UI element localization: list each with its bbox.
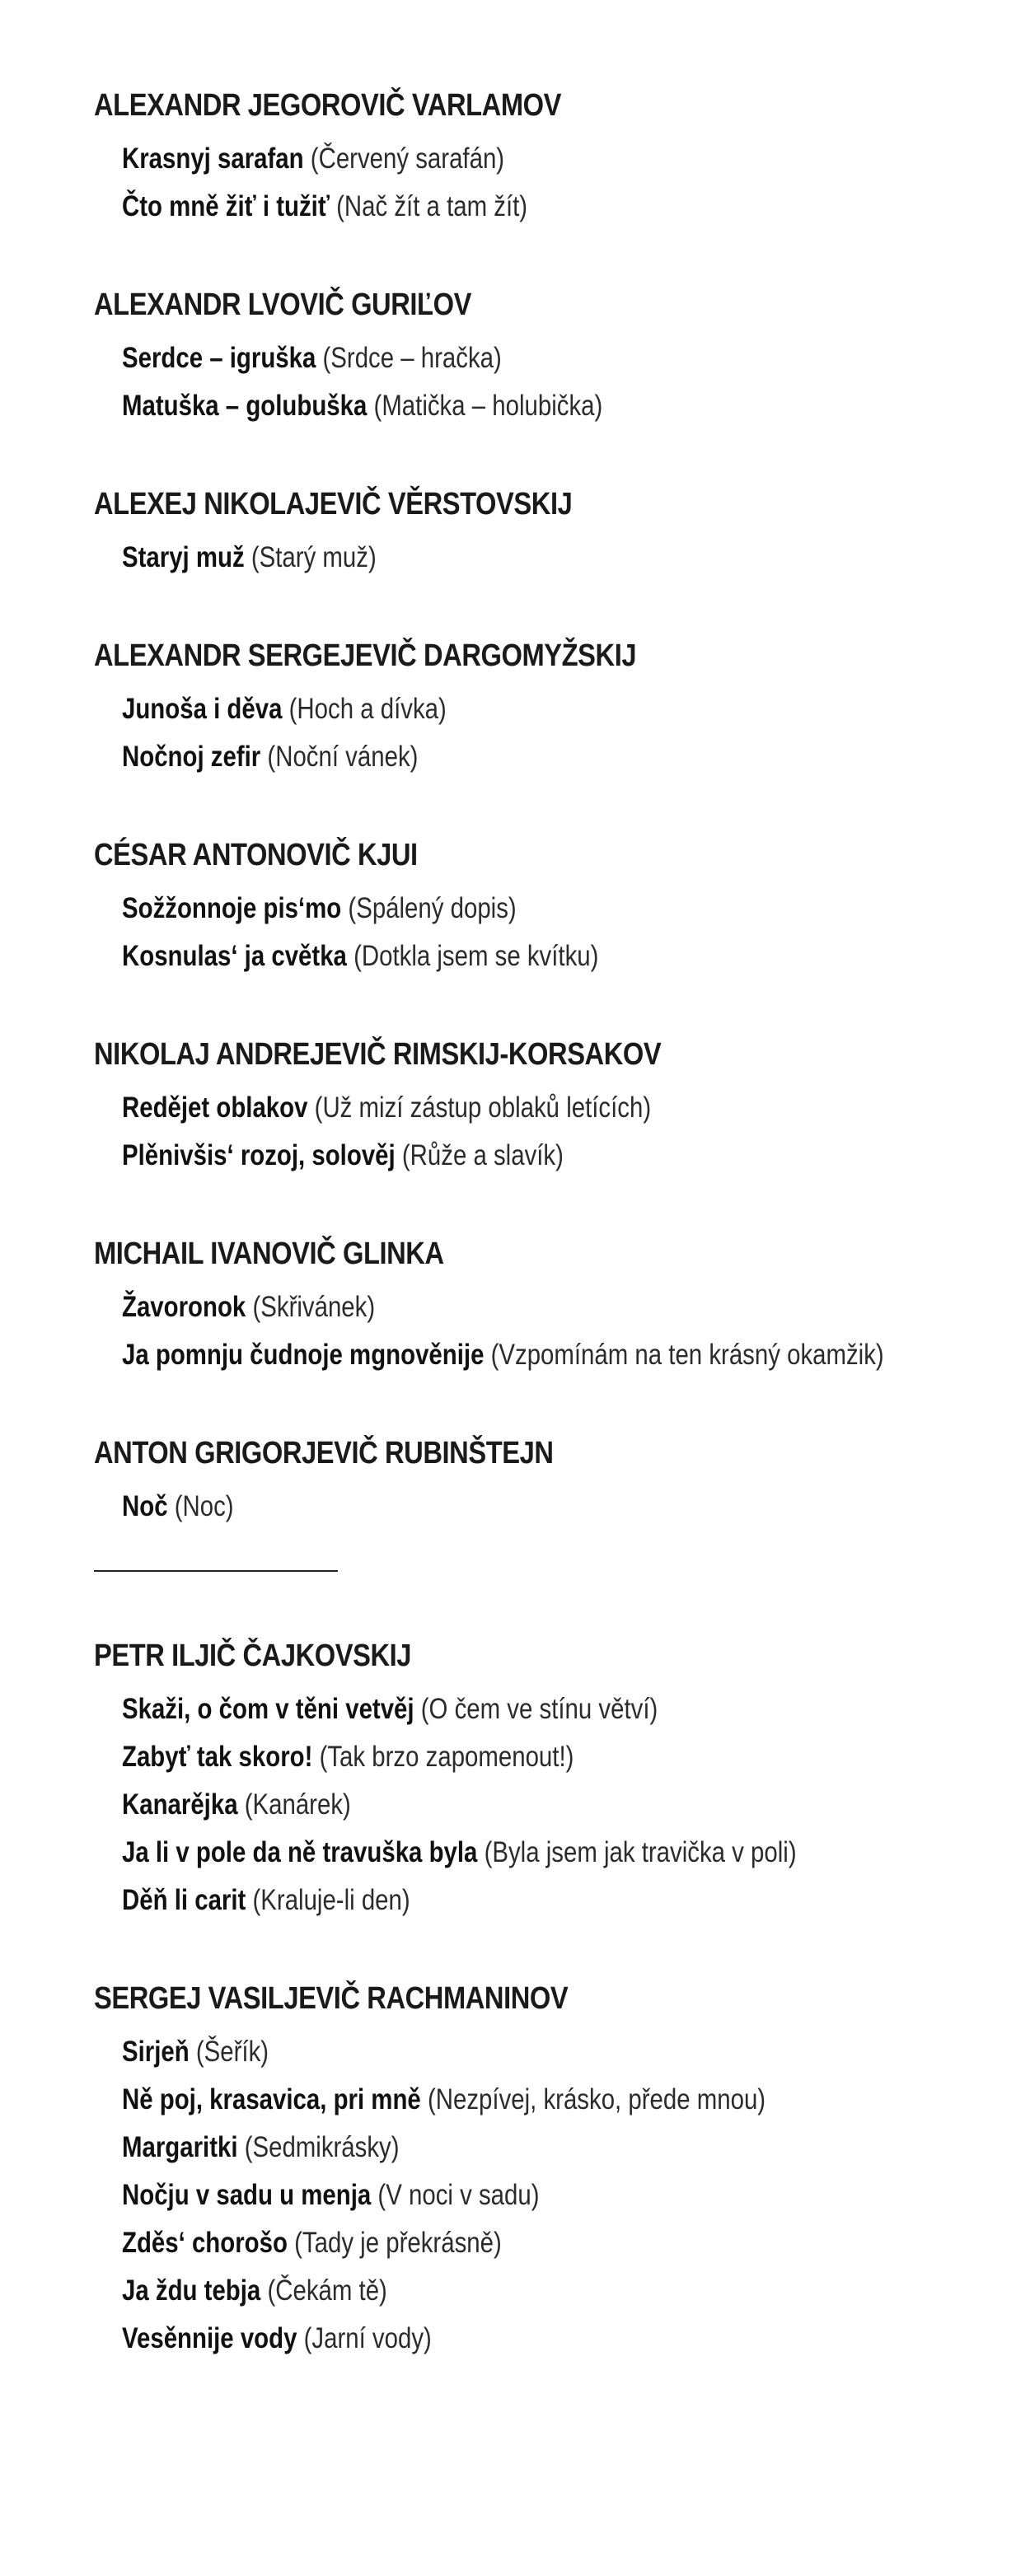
song-translation: (Matička – holubička) (373, 390, 603, 422)
song-title: Junoša i děva (122, 693, 283, 725)
song-title: Vesěnnije vody (122, 2322, 297, 2354)
composer-name: ALEXANDR LVOVIČ GURIĽOV (94, 288, 471, 322)
song-title: Ja li v pole da ně travuška byla (122, 1836, 478, 1868)
song-item (122, 1283, 846, 1331)
song-item (122, 2124, 846, 2172)
song-item (122, 135, 846, 183)
song-translation: (Hoch a dívka) (288, 693, 447, 725)
song-translation: (Noc) (174, 1490, 234, 1522)
song-title: Matuška – golubuška (122, 390, 368, 422)
song-translation: (Dotkla jsem se kvítku) (353, 940, 599, 972)
song-translation: (Spálený dopis) (348, 892, 517, 924)
composer-name: NIKOLAJ ANDREJEVIČ RIMSKIJ-KORSAKOV (94, 1037, 662, 1072)
composer-section (94, 285, 984, 430)
song-title: Žavoronok (122, 1291, 246, 1323)
song-title: Ja pomnju čudnoje mgnověnije (122, 1339, 485, 1371)
song-item (122, 2219, 846, 2267)
song-translation: (Starý muž) (250, 541, 377, 573)
song-translation: (Noční vánek) (267, 741, 419, 773)
song-translation: (Srdce – hračka) (322, 342, 502, 374)
composer-section (94, 1035, 984, 1180)
song-title: Krasnyj sarafan (122, 143, 304, 175)
song-item (122, 334, 846, 382)
song-translation: (Nač žít a tam žít) (336, 190, 528, 222)
song-title: Sirjeň (122, 2036, 190, 2068)
composer-section (94, 636, 984, 781)
composer-name: SERGEJ VASILJEVIČ RACHMANINOV (94, 1981, 569, 2016)
composer-name: MICHAIL IVANOVIČ GLINKA (94, 1237, 444, 1271)
composer-section (94, 1234, 984, 1379)
song-item (122, 1685, 846, 1733)
program-part-1 (94, 86, 984, 1531)
song-title: Čto mně žiť i tužiť (122, 190, 330, 222)
composer-name: PETR ILJIČ ČAJKOVSKIJ (94, 1639, 412, 1673)
song-title: Ně poj, krasavica, pri mně (122, 2083, 421, 2115)
song-title: Kosnulas‘ ja cvětka (122, 940, 347, 972)
song-translation: (Kanárek) (244, 1788, 351, 1821)
song-list (94, 2028, 984, 2363)
song-translation: (Jarní vody) (303, 2322, 432, 2354)
song-item (122, 2315, 846, 2363)
song-translation: (V noci v sadu) (377, 2179, 540, 2211)
song-item (122, 2076, 846, 2124)
song-item (122, 2172, 846, 2219)
song-list (94, 685, 984, 781)
song-item (122, 1132, 846, 1180)
song-list (94, 534, 984, 582)
song-translation: (Vzpomínám na ten krásný okamžik) (490, 1339, 884, 1371)
song-translation: (Už mizí zástup oblaků letících) (314, 1092, 652, 1124)
song-item (122, 534, 846, 582)
song-title: Skaži, o čom v těni vetvěj (122, 1693, 414, 1725)
song-item (122, 2028, 846, 2076)
song-list (94, 334, 984, 430)
song-item (122, 1781, 846, 1829)
song-item (122, 1877, 846, 1924)
song-translation: (Červený sarafán) (310, 143, 505, 175)
song-title: Kanarějka (122, 1788, 238, 1821)
song-item (122, 1331, 884, 1379)
composer-section (94, 835, 984, 980)
song-title: Noč (122, 1490, 168, 1522)
composer-name: CÉSAR ANTONOVIČ KJUI (94, 838, 418, 872)
program-part-2 (94, 1636, 984, 2363)
composer-name: ANTON GRIGORJEVIČ RUBINŠTEJN (94, 1436, 554, 1470)
song-title: Ja ždu tebja (122, 2274, 261, 2307)
song-title: Nočnoj zefir (122, 741, 261, 773)
composer-section (94, 1433, 984, 1531)
composer-name: ALEXANDR JEGOROVIČ VARLAMOV (94, 88, 561, 123)
song-list (94, 1685, 984, 1924)
song-translation: (Byla jsem jak travička v poli) (484, 1836, 797, 1868)
composer-section (94, 86, 984, 231)
song-title: Margaritki (122, 2131, 238, 2163)
song-item (122, 382, 846, 430)
song-translation: (O čem ve stínu větví) (420, 1693, 658, 1725)
composer-name: ALEXEJ NIKOLAJEVIČ VĚRSTOVSKIJ (94, 487, 573, 521)
song-list (94, 885, 984, 980)
song-translation: (Tak brzo zapomenout!) (319, 1741, 574, 1773)
song-translation: (Nezpívej, krásko, přede mnou) (427, 2083, 766, 2115)
song-list (94, 1084, 984, 1180)
song-translation: (Čekám tě) (267, 2274, 387, 2307)
song-title: Zabyť tak skoro! (122, 1741, 313, 1773)
song-list (94, 1283, 984, 1379)
song-list (94, 1483, 984, 1531)
song-translation: (Kraluje-li den) (252, 1884, 410, 1916)
song-translation: (Sedmikrásky) (244, 2131, 400, 2163)
song-translation: (Tady je překrásně) (294, 2227, 502, 2259)
composer-name: ALEXANDR SERGEJEVIČ DARGOMYŽSKIJ (94, 638, 637, 673)
song-list (94, 135, 984, 231)
composer-section (94, 1979, 984, 2363)
song-item (122, 933, 846, 980)
song-title: Zděs‘ chorošo (122, 2227, 288, 2259)
song-translation: (Růže a slavík) (401, 1139, 564, 1171)
song-title: Sožžonnoje pis‘mo (122, 892, 342, 924)
song-item (122, 2267, 846, 2315)
song-item (122, 1829, 846, 1877)
song-title: Staryj muž (122, 541, 245, 573)
song-translation: (Šeřík) (195, 2036, 269, 2068)
song-title: Serdce – igruška (122, 342, 316, 374)
song-item (122, 183, 846, 231)
intermission-divider (94, 1570, 338, 1572)
song-item (122, 685, 846, 733)
song-translation: (Skřivánek) (252, 1291, 376, 1323)
composer-section (94, 1636, 984, 1924)
song-title: Děň li carit (122, 1884, 246, 1916)
song-title: Plěnivšis‘ rozoj, solověj (122, 1139, 396, 1171)
song-item (122, 733, 846, 781)
composer-section (94, 484, 984, 582)
program-list (94, 86, 984, 2417)
song-item (122, 1733, 846, 1781)
song-item (122, 1483, 846, 1531)
song-title: Redějet oblakov (122, 1092, 308, 1124)
song-item (122, 1084, 846, 1132)
song-title: Nočju v sadu u menja (122, 2179, 372, 2211)
song-item (122, 885, 846, 933)
